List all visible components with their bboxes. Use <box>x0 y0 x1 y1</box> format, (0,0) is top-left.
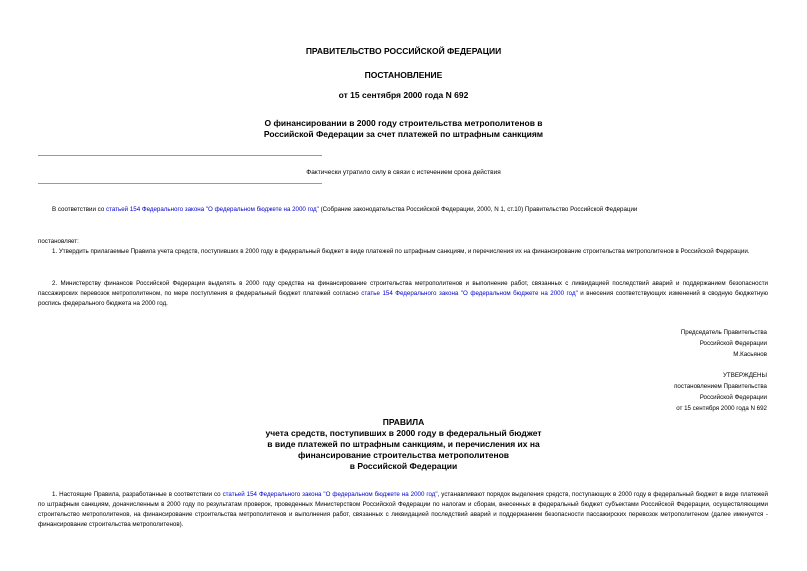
rules-paragraph-1-text-before: 1. Настоящие Правила, разработанные в соответствии со <box>52 491 223 498</box>
paragraph-2 <box>38 279 768 309</box>
government-name: ПРАВИТЕЛЬСТВО РОССИЙСКОЙ ФЕДЕРАЦИИ <box>305 46 502 56</box>
status-note: Фактически утратило силу в связи с истечением срока действия <box>306 169 501 176</box>
document-type: ПОСТАНОВЛЕНИЕ <box>364 70 443 80</box>
signature-block <box>681 327 767 360</box>
intro-paragraph <box>38 205 768 215</box>
approved-line-4: от 15 сентября 2000 года N 692 <box>676 405 767 412</box>
rules-title-line-2: в виде платежей по штрафным санкциям, и перечисления их на <box>267 439 540 449</box>
document-title-line-2: Российской Федерации за счет платежей по штрафным санкциям <box>263 129 544 139</box>
law-article-154-link[interactable]: статьей 154 Федерального закона "О федеральном бюджете на 2000 год" <box>222 491 438 498</box>
approved-line-3: Российской Федерации <box>699 394 767 401</box>
approved-line-1: УТВЕРЖДЕНЫ <box>723 372 767 379</box>
rules-title-line-3: финансирование строительства метрополитенов <box>297 450 510 460</box>
signature-name: М.Касьянов <box>733 351 767 358</box>
rules-paragraph-1-text-after: , устанавливают порядок выделения средств, поступающих в 2000 году в федеральный бюджет в виде платежей по штрафным санкциям, доначисленным в 2000 году по результатам проверок, проведенных Министерством Российской Федерации по налогам и сборам, внесенных в федеральный бюджет субъектами Российской Федерации, осуществляющими строительство метрополитенов, на финансирование строительства метрополитенов и выполнения работ, связанных с ликвидацией последствий аварий и поддержанием безопасности пассажирских перевозок метрополитеном (далее именуется - финансирование строительства метрополитенов). <box>38 491 768 528</box>
rules-title-line-4: в Российской Федерации <box>349 461 458 471</box>
signature-line-1: Председатель Правительства <box>680 329 767 336</box>
law-article-154-link[interactable]: статьей 154 Федерального закона "О федеральном бюджете на 2000 год" <box>105 206 319 213</box>
resolve-text: постановляет: <box>38 238 79 245</box>
paragraph-2-text-before: 2. Министерству финансов Российской Федерации выделять в 2000 году средства на финансирование строительства метрополитенов и выполнение работ, связанных с ликвидацией последствий аварий и поддержанием безопасности пассажирских перевозок метрополитеном, по мере поступления в федеральный бюджет платежей согласно <box>38 280 768 297</box>
rules-title-line-1: учета средств, поступивших в 2000 году в федеральный бюджет <box>265 428 542 438</box>
rules-paragraph-1 <box>38 490 768 530</box>
document-title <box>0 118 807 140</box>
paragraph-1: 1. Утвердить прилагаемые Правила учета средств, поступивших в 2000 году в федеральный бюджет в виде платежей по штрафным санкциям, и перечисления их на финансирование строительства метрополитенов в Российской Федерации. <box>52 248 750 255</box>
law-article-154-link[interactable]: статье 154 Федерального закона "О федеральном бюджете на 2000 год" <box>361 290 578 297</box>
approved-line-2: постановлением Правительства <box>674 383 767 390</box>
paragraph-2-text-after: и внесения соответствующих изменений в сводную бюджетную роспись федерального бюджета на 2000 год. <box>38 290 769 307</box>
rules-title: ПРАВИЛА <box>382 417 425 427</box>
document-title-line-1: О финансировании в 2000 году строительства метрополитенов в <box>264 118 543 128</box>
approved-block <box>674 370 767 414</box>
intro-text-before: В соответствии со <box>52 206 106 213</box>
signature-line-2: Российской Федерации <box>699 340 767 347</box>
divider-top <box>38 155 322 156</box>
rules-title-block <box>0 417 807 472</box>
document-date-number: от 15 сентября 2000 года N 692 <box>338 90 469 100</box>
divider-bottom <box>38 183 322 184</box>
intro-text-after: (Собрание законодательства Российской Федерации, 2000, N 1, ст.10) Правительство Российской Федерации <box>318 206 638 213</box>
